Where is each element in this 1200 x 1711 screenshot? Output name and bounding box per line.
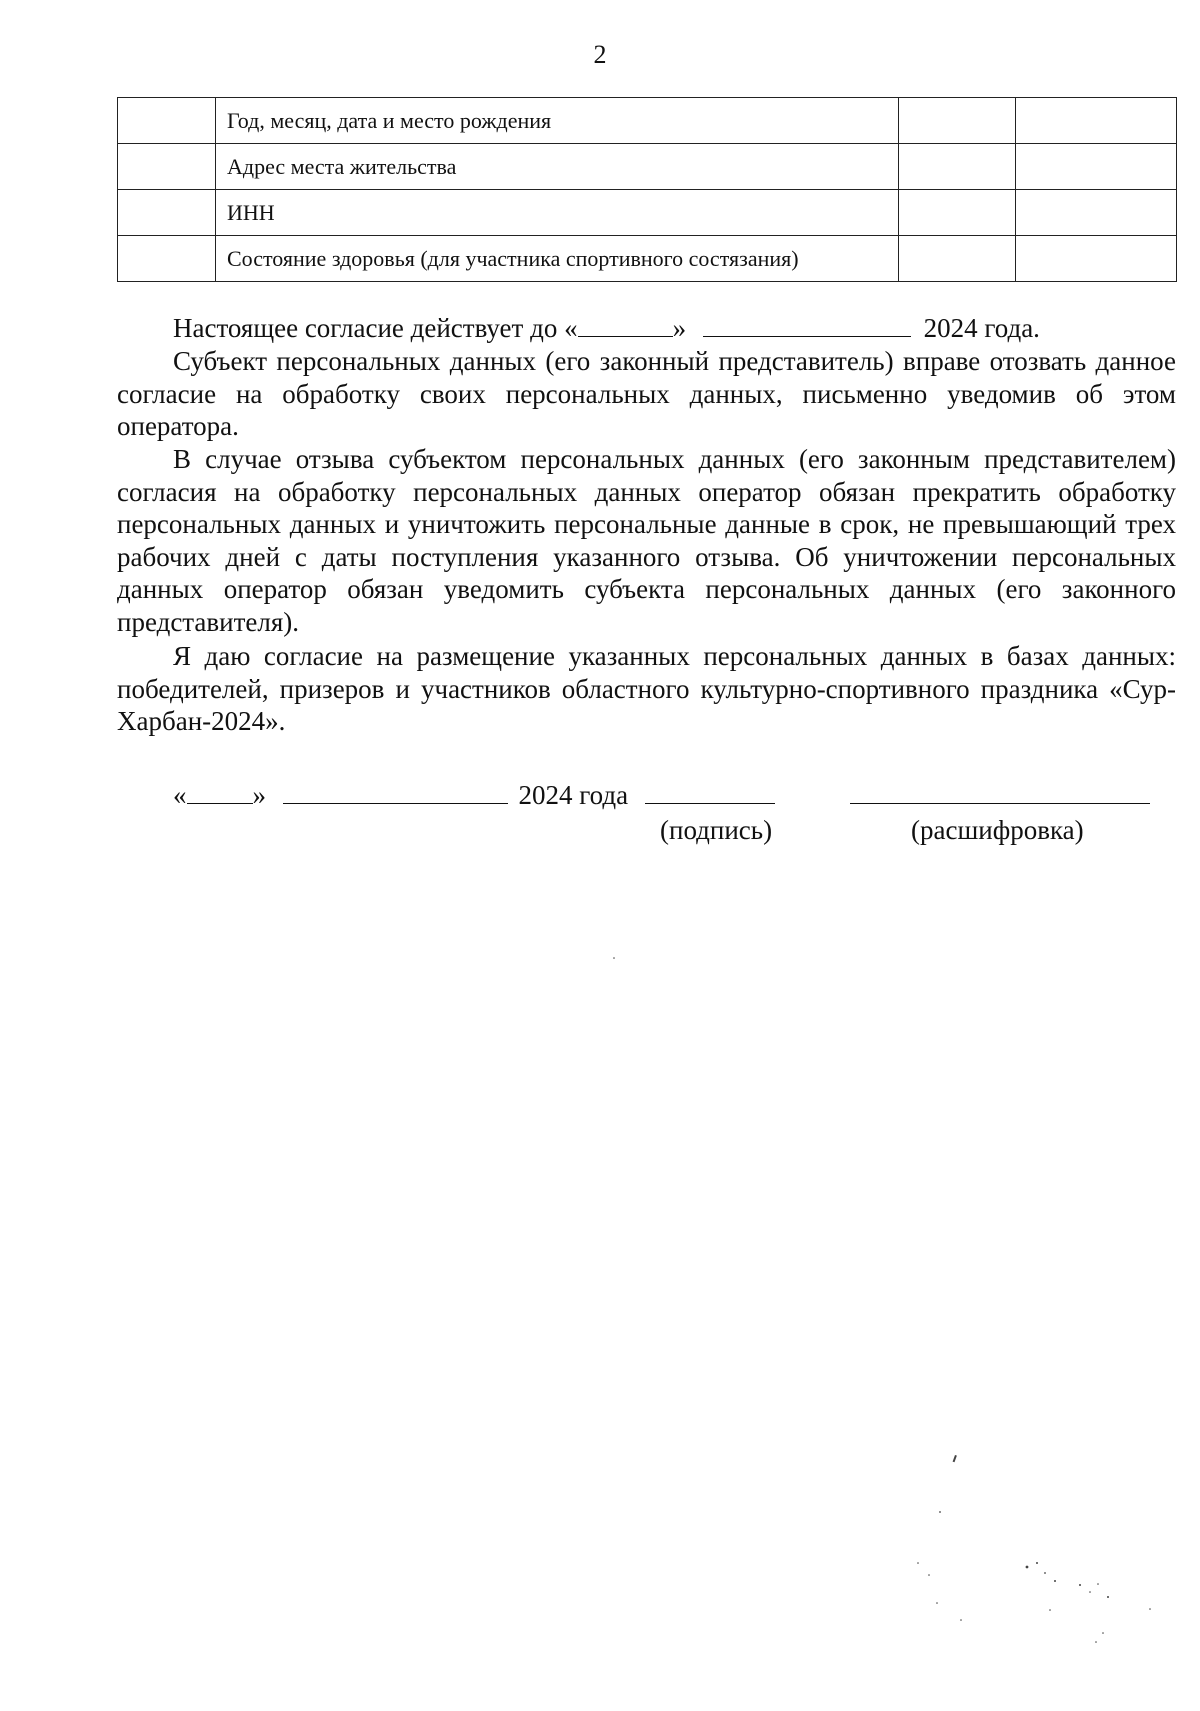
page-number: 2 bbox=[593, 40, 607, 69]
paragraph-withdrawal: Субъект персональных данных (его законный представитель) вправе отозвать данное согласие на обработку своих персональных данных, письменно уведомив об этом оператора. bbox=[117, 346, 1176, 442]
decoding-caption: (расшифровка) bbox=[911, 815, 1084, 845]
validity-suffix: 2024 года. bbox=[923, 313, 1040, 343]
paragraph-consent-databases: Я даю согласие на размещение указанных персональных данных в базах данных: победителей, призеров и участников областного культурно-спортивного праздника «Сур-Харбан-2024». bbox=[117, 641, 1176, 737]
sig-quote-open: « bbox=[173, 780, 187, 810]
table-cell-label: ИНН bbox=[216, 190, 899, 236]
sig-quote-close: » bbox=[252, 780, 266, 810]
validity-prefix: Настоящее согласие действует до « bbox=[173, 313, 578, 343]
table-cell-label: Адрес места жительства bbox=[216, 144, 899, 190]
table-cell-label: Год, месяц, дата и место рождения bbox=[216, 98, 899, 144]
sig-year: 2024 года bbox=[518, 780, 629, 810]
table-cell-label: Состояние здоровья (для участника спортивного состязания) bbox=[216, 236, 899, 282]
paragraph-destruction: В случае отзыва субъектом персональных данных (его законным представителем) согласия на обработку персональных данных оператор обязан прекратить обработку персональных данных и уничтожить персональные данные в срок, не превышающий трех рабочих дней с даты поступления указанного отзыва. Об уничтожении персональных данных оператор обязан уведомить субъекта персональных данных (его законного представителя). bbox=[117, 444, 1176, 637]
validity-quote-close: » bbox=[672, 313, 687, 343]
signature-caption: (подпись) bbox=[660, 815, 773, 845]
